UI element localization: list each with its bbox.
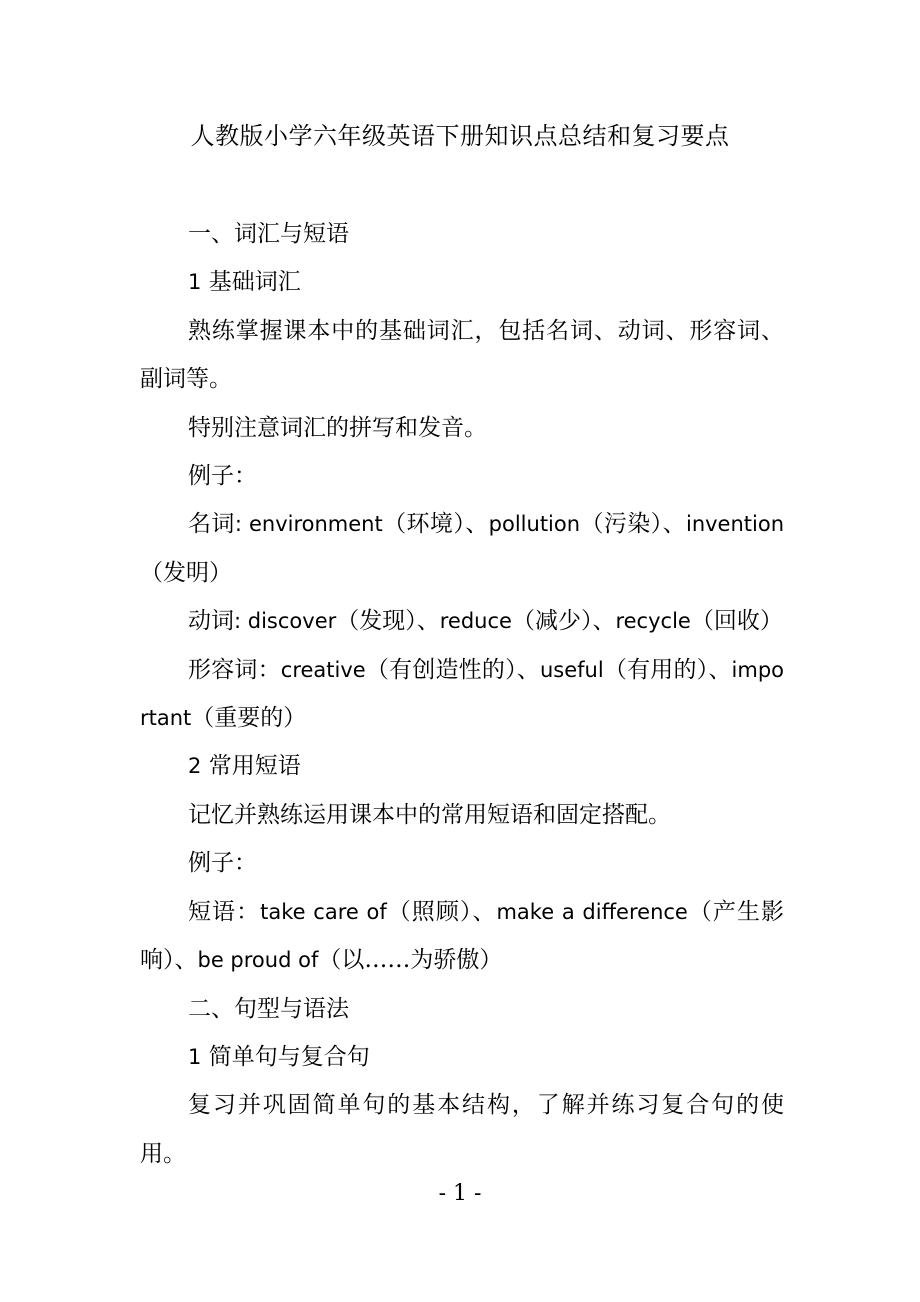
english-word: reduce: [439, 609, 512, 634]
document-title: 人教版小学六年级英语下册知识点总结和复习要点: [190, 122, 730, 150]
document-body: [140, 210, 784, 1178]
example-label: 动词: [188, 608, 234, 635]
english-word: environment: [248, 512, 383, 537]
english-word: important: [140, 657, 785, 731]
paragraph: 例子：: [188, 850, 257, 877]
english-phrase: make a difference: [496, 899, 688, 924]
subsection-heading: [140, 258, 784, 306]
example-phrases: [140, 888, 784, 985]
word-meaning: （重要的）: [191, 705, 307, 732]
section-heading: 二、句型与语法: [188, 995, 349, 1022]
paragraph: 记忆并熟练运用课本中的常用短语和固定搭配。: [188, 801, 671, 828]
word-meaning: （有创造性的）、: [365, 656, 540, 683]
subsection-title: 简单句与复合句: [208, 1043, 370, 1070]
example-adjectives: [140, 646, 784, 743]
paragraph: 复习并巩固简单句的基本结构，了解并练习复合句的使用。: [140, 1092, 784, 1167]
subsection-title: 常用短语: [208, 753, 301, 780]
phrase-meaning: （照顾）、: [386, 898, 497, 925]
subsection-heading: [140, 742, 784, 790]
english-phrase: take care of: [260, 899, 387, 924]
word-meaning: （减少）、: [511, 608, 616, 635]
english-word: pollution: [488, 512, 581, 537]
english-word: creative: [280, 657, 366, 682]
subsection-number: 2: [188, 754, 202, 779]
phrase-meaning: （产生影响）、: [140, 898, 784, 974]
phrase-meaning: （以……为骄傲）: [318, 947, 503, 974]
paragraph: 特别注意词汇的拼写和发音。: [188, 414, 487, 441]
word-meaning: （回收）: [690, 608, 783, 635]
page-number: - 1 -: [438, 1181, 482, 1206]
english-word: useful: [539, 657, 604, 682]
word-meaning: （有用的）、: [603, 656, 732, 683]
english-phrase: be proud of: [197, 948, 319, 973]
paragraph: 熟练掌握课本中的基础词汇，包括名词、动词、形容词、副词等。: [140, 317, 784, 393]
english-word: discover: [247, 609, 337, 634]
example-label: 形容词：: [188, 656, 281, 683]
english-word: invention: [685, 512, 785, 537]
word-meaning: （发现）、: [336, 608, 440, 635]
subsection-heading: [140, 1033, 784, 1081]
example-label: 短语：: [188, 898, 261, 925]
english-word: recycle: [615, 609, 691, 634]
subsection-number: 1: [188, 1044, 202, 1069]
example-label: 名词: [188, 511, 235, 538]
example-verbs: 动词: discover（发现）、reduce（减少）、recycle（回收）: [188, 608, 783, 635]
subsection-title: 基础词汇: [208, 269, 301, 296]
subsection-number: 1: [188, 270, 202, 295]
word-meaning: （发明）: [140, 559, 232, 586]
word-meaning: （环境）、: [382, 511, 489, 538]
section-heading: 一、词汇与短语: [188, 221, 349, 247]
word-meaning: （污染）、: [580, 511, 686, 538]
paragraph: 例子：: [188, 463, 257, 490]
example-nouns: 名词: environment（环境）、pollution（污染）、invention（发明）: [140, 511, 785, 586]
